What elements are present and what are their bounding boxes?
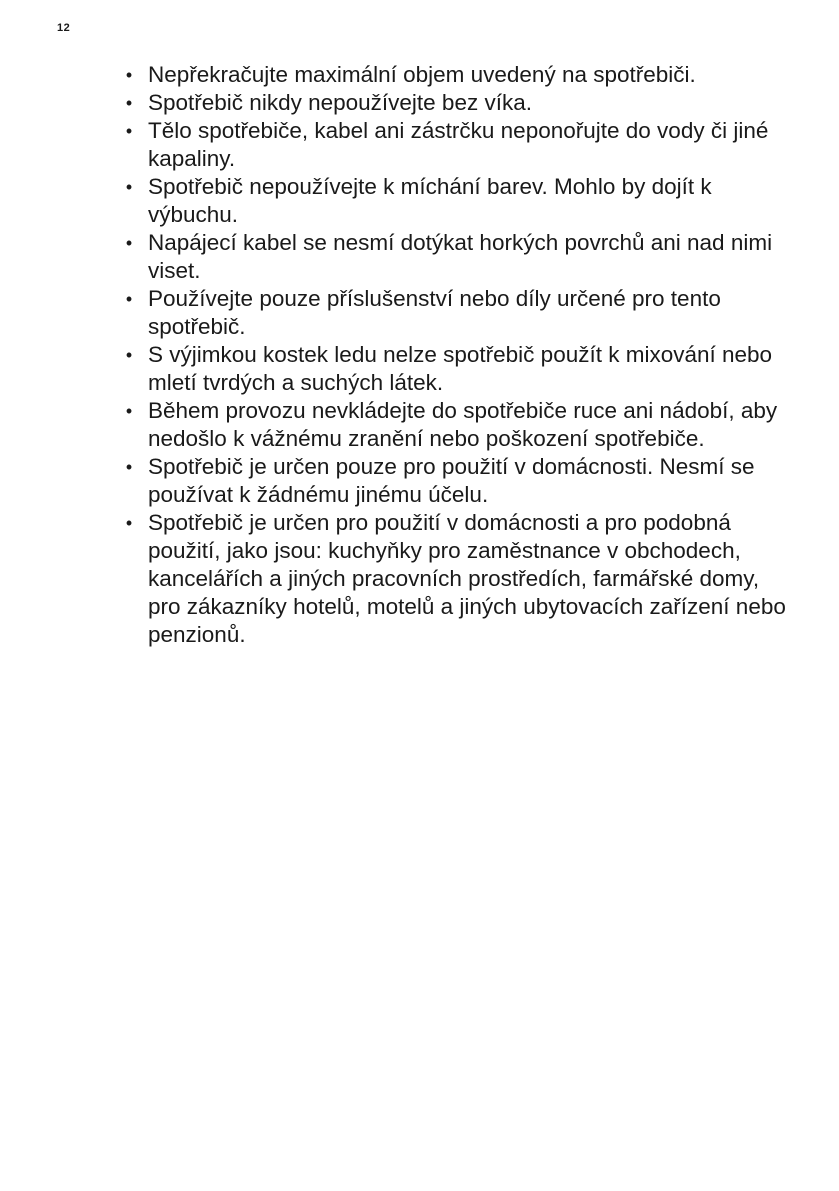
list-item [120,397,790,453]
bullet-icon: • [125,401,133,421]
list-item [120,229,790,285]
list-item-text: S výjimkou kostek ledu nelze spotřebič použít k mixování nebo mletí tvrdých a suchých látek. [148,342,773,395]
list-item [120,509,790,649]
bullet-icon: • [125,65,133,85]
bullet-icon: • [125,513,133,533]
list-item-text: Spotřebič je určen pouze pro použití v domácnosti. Nesmí se používat k žádnému jinému účelu. [148,454,755,507]
list-item-text: Během provozu nevkládejte do spotřebiče ruce ani nádobí, aby nedošlo k vážnému zranění nebo poškození spotřebiče. [148,398,778,451]
bullet-icon: • [125,93,133,113]
list-item [120,61,790,89]
list-item [120,117,790,173]
bullet-icon: • [125,289,133,309]
bullet-icon: • [125,177,133,197]
page-number: 12 [57,22,71,34]
list-item-text: Nepřekračujte maximální objem uvedený na spotřebiči. [148,62,696,87]
list-item-text: Napájecí kabel se nesmí dotýkat horkých povrchů ani nad nimi viset. [148,230,773,283]
list-item-text: Spotřebič nikdy nepoužívejte bez víka. [148,90,532,115]
list-item [120,173,790,229]
list-item [120,341,790,397]
safety-instructions [120,61,790,649]
bullet-icon: • [125,457,133,477]
list-item-text: Tělo spotřebiče, kabel ani zástrčku neponořujte do vody či jiné kapaliny. [148,118,769,171]
bullet-icon: • [125,345,133,365]
list-item-text: Spotřebič je určen pro použití v domácnosti a pro podobná použití, jako jsou: kuchyňky pro zaměstnance v obchodech, kancelářích a jiných pracovních prostředích, farmářské domy, pro zákazníky hotelů, motelů a jiných ubytovacích zařízení nebo penzionů. [148,510,786,647]
safety-list [120,61,790,649]
list-item [120,89,790,117]
list-item-text: Spotřebič nepoužívejte k míchání barev. Mohlo by dojít k výbuchu. [148,174,712,227]
list-item [120,453,790,509]
list-item-text: Používejte pouze příslušenství nebo díly určené pro tento spotřebič. [148,286,721,339]
list-item [120,285,790,341]
bullet-icon: • [125,121,133,141]
bullet-icon: • [125,233,133,253]
